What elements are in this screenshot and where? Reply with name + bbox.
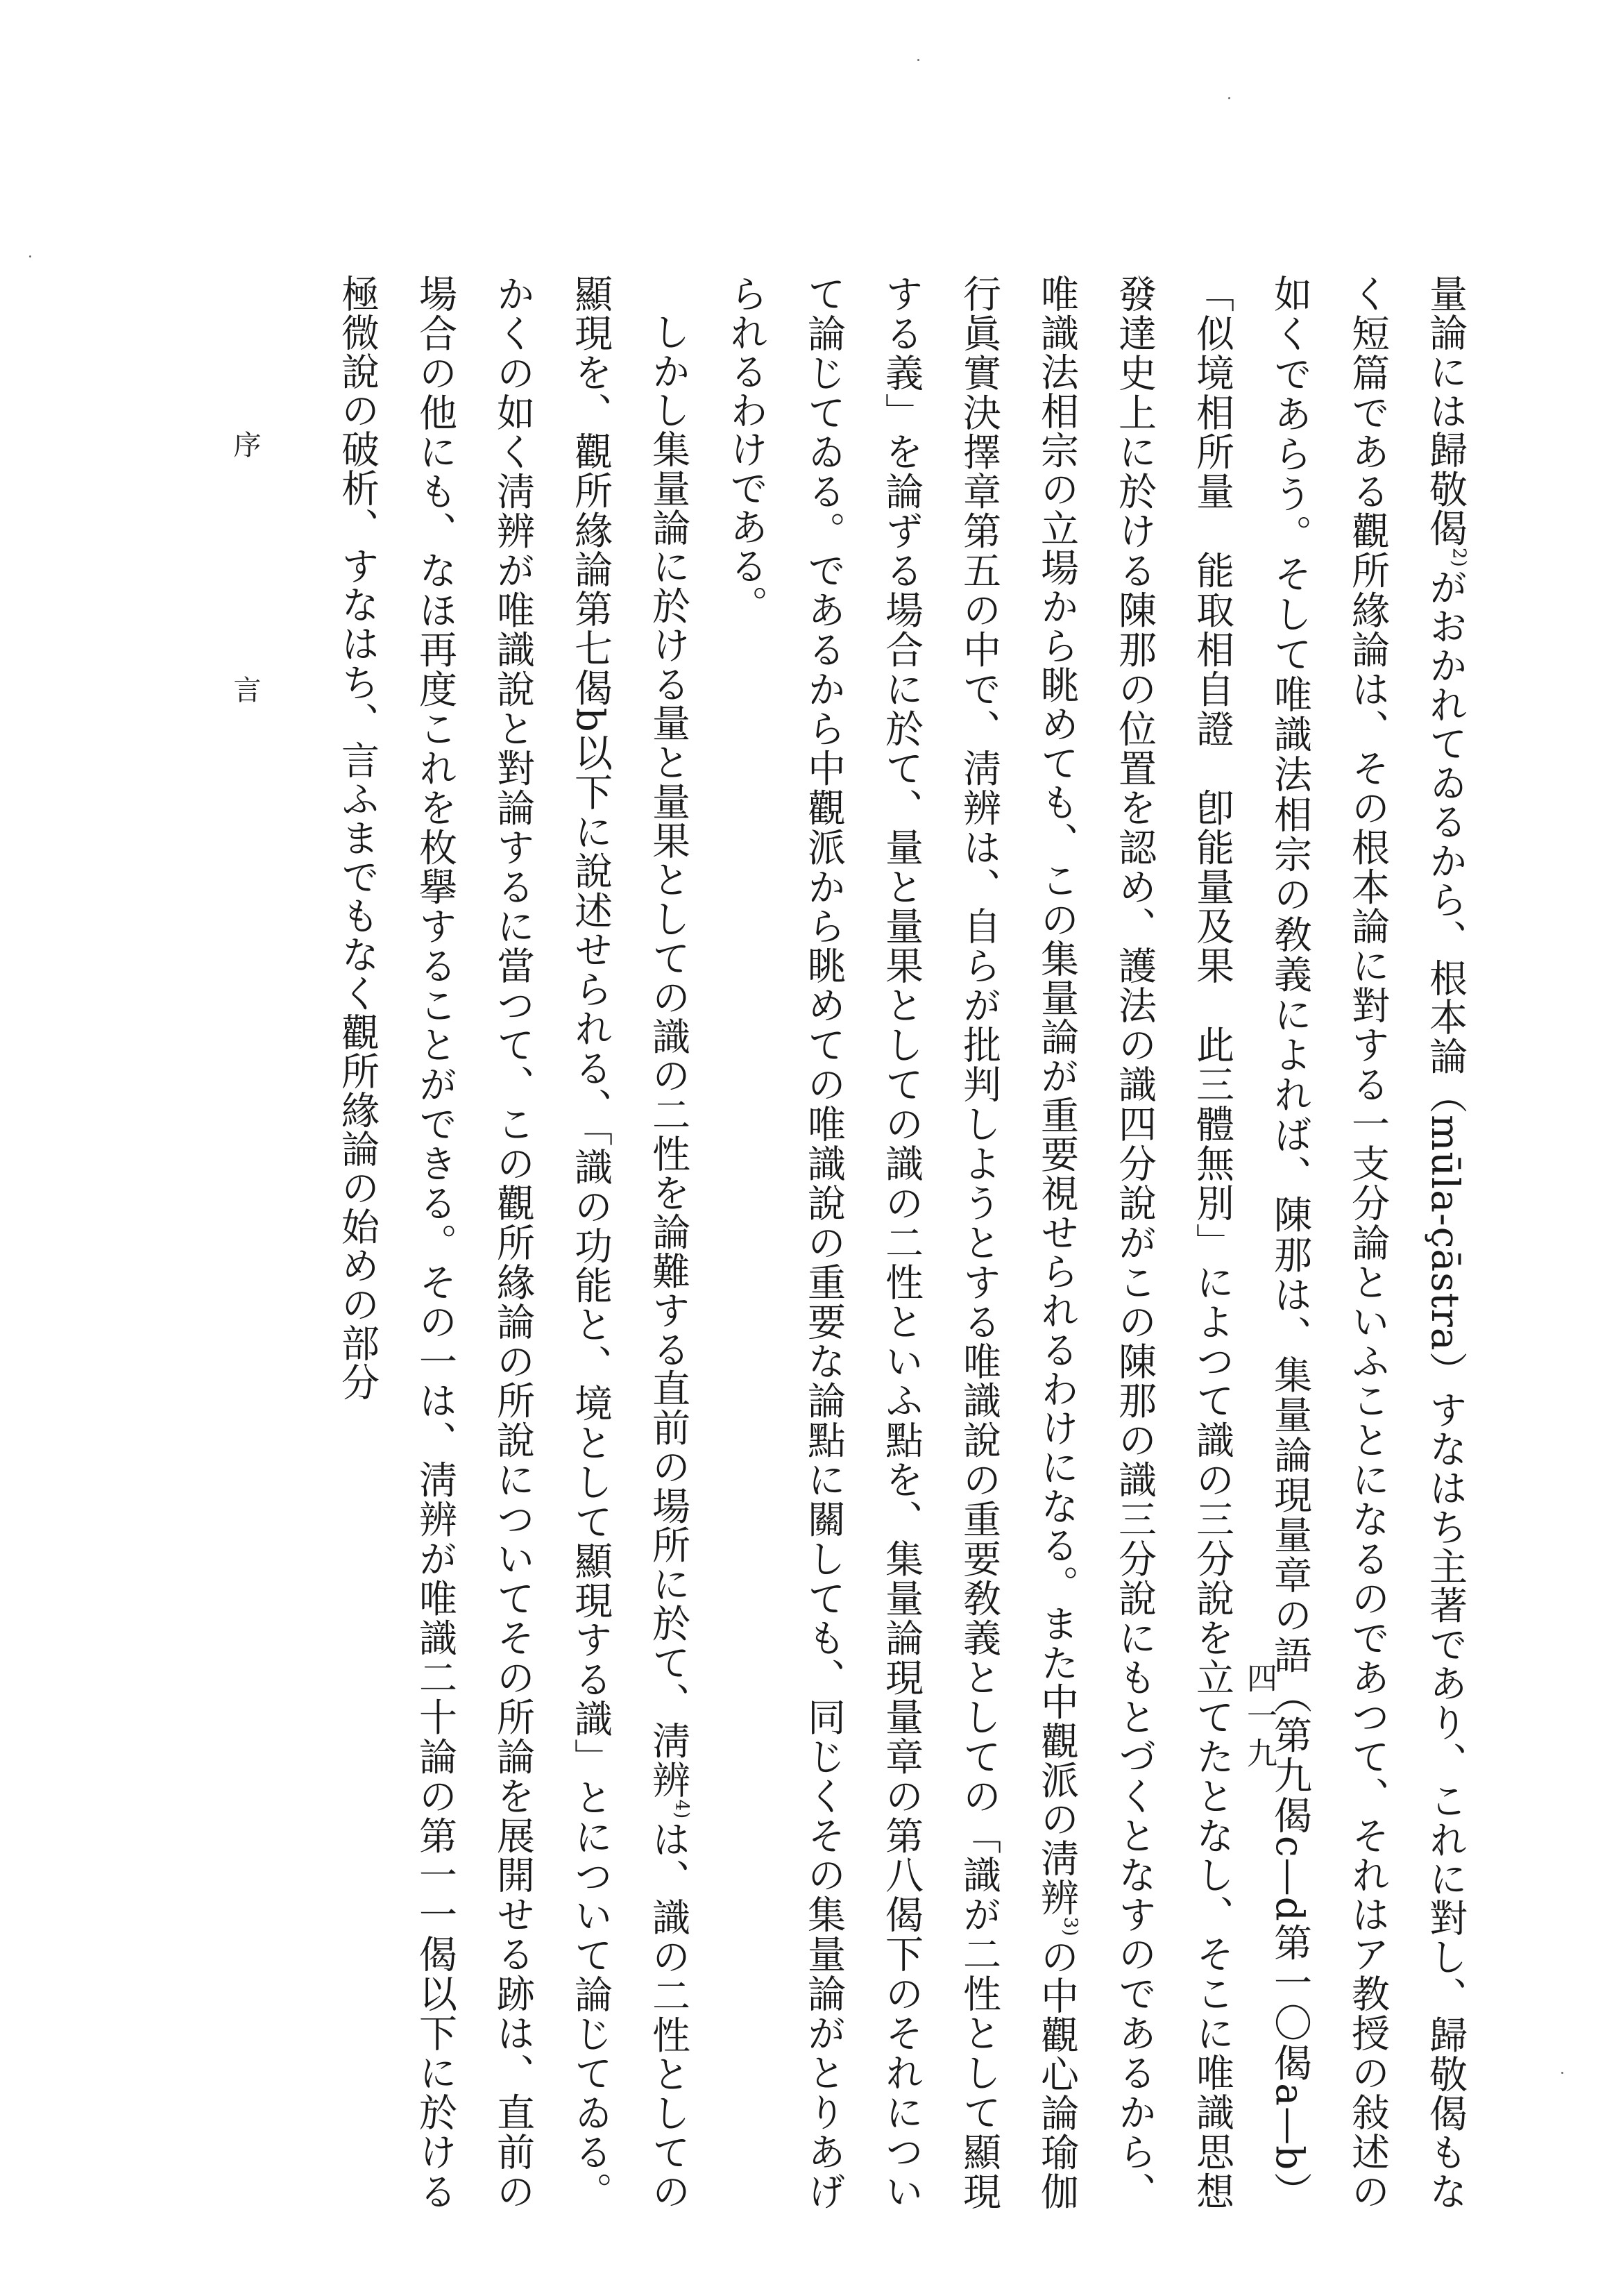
- body-text: [249, 274, 1484, 2211]
- page-number: 四一九: [1241, 1662, 1277, 1775]
- text-run: 量論には歸敬偈: [1423, 274, 1468, 548]
- scan-speck: [917, 59, 919, 61]
- scan-speck: [29, 255, 31, 258]
- scan-speck: [1228, 97, 1230, 99]
- paragraph: [707, 274, 1484, 2211]
- text-run: は、識の二性としての顯現を、觀所緣論第七偈b以下に說述せられる、「識の功能と、境として顯現する識」とについて論じてゐる。かくの如く淸辨が唯識說と對論するに當つて、この觀所緣論の所說についてその所論を展開せる跡は、直前の場合の他にも、なほ再度これを枚擧することができる。その一は、淸辨が唯識二十論の第一一偈以下に於ける極微說の破析、すなはち、言ふまでもなく觀所緣論の始めの部分: [335, 274, 690, 2211]
- footnote-marker: 3): [1060, 1916, 1081, 1937]
- footnote-marker: 4): [671, 1799, 692, 1820]
- text-run: しかし集量論に於ける量と量果としての識の二性を論難する直前の場所に於て、淸辨: [646, 312, 690, 1800]
- scan-speck: [1561, 2072, 1563, 2074]
- running-header: 序 言: [229, 430, 261, 807]
- paragraph: [318, 274, 707, 2211]
- text-run: の中觀心論瑜伽行眞實決擇章第五の中で、淸辨は、自らが批判しようとする唯識說の重要敎義としての「識が二性として顯現する義」を論ずる場合に於て、量と量果としての識の二性といふ點を、集量論現量章の第八偈下のそれについて論じてゐる。であるから中觀派から眺めての唯識說の重要な論點に關しても、同じくその集量論がとりあげられるわけである。: [724, 274, 1079, 2211]
- text-run: がおかれてゐるから、根本論（mūla-çāstra）すなはち主著であり、これに對し、歸敬偈もなく短篇である觀所緣論は、その根本論に對する一支分論といふことになるのであつて、それはア教授の敍述の如くであらう。そして唯識法相宗の敎義によれば、陳那は、集量論現量章の語（第九偈c—d第一〇偈a—b）「似境相所量 能取相自證 卽能量及果 此三體無別」によつて識の三分說を立てたとなし、そこに唯識思想發達史上に於ける陳那の位置を認め、護法の識四分說がこの陳那の識三分說にもとづくとなすのであるから、唯識法相宗の立場から眺めても、この集量論が重要視せられるわけになる。また中觀派の淸辨: [1035, 274, 1468, 2211]
- footnote-marker: 2): [1448, 548, 1470, 568]
